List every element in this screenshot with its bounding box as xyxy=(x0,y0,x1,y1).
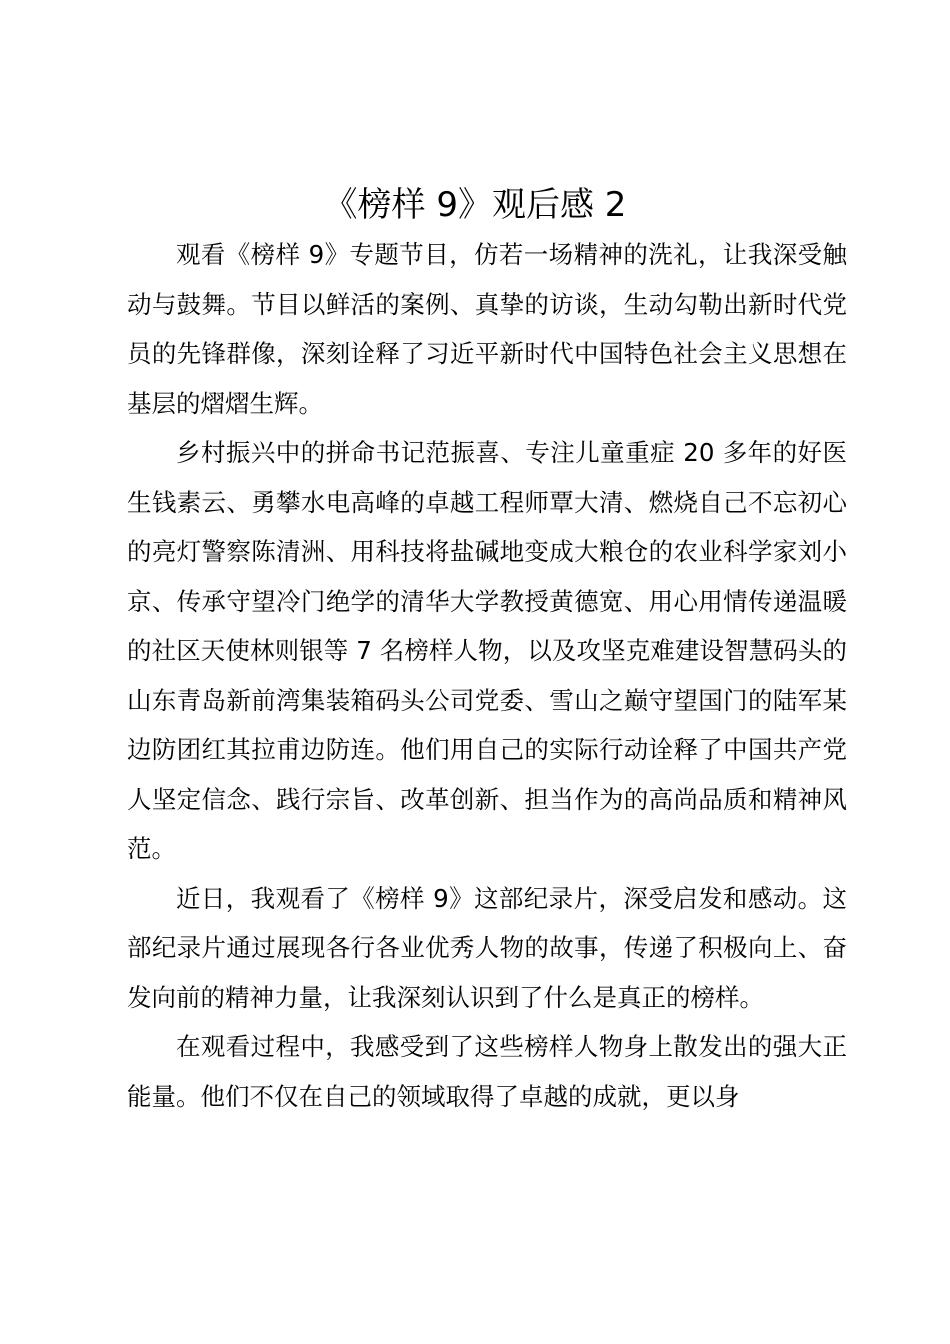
paragraph-1: 观看《榜样 9》专题节目，仿若一场精神的洗礼，让我深受触动与鼓舞。节目以鲜活的案例、真挚的访谈，生动勾勒出新时代党员的先锋群像，深刻诠释了习近平新时代中国特色社会主义思想在基层的熠熠生辉。 xyxy=(127,240,847,418)
document-title: 《榜样 9》观后感 2 xyxy=(323,185,627,225)
document-body xyxy=(127,230,847,1121)
paragraph-3: 近日，我观看了《榜样 9》这部纪录片，深受启发和感动。这部纪录片通过展现各行各业优秀人物的故事，传递了积极向上、奋发向前的精神力量，让我深刻认识到了什么是真正的榜样。 xyxy=(127,883,847,1012)
paragraph-4: 在观看过程中，我感受到了这些榜样人物身上散发出的强大正能量。他们不仅在自己的领域取得了卓越的成就，更以身 xyxy=(127,1032,847,1111)
paragraph-2: 乡村振兴中的拼命书记范振喜、专注儿童重症 20 多年的好医生钱素云、勇攀水电高峰的卓越工程师覃大清、燃烧自己不忘初心的亮灯警察陈清洲、用科技将盐碱地变成大粮仓的农业科学家刘小京、传承守望冷门绝学的清华大学教授黄德宽、用心用情传递温暖的社区天使林则银等 7 名榜样人物，以及攻坚克难建设智慧码头的山东青岛新前湾集装箱码头公司党委、雪山之巅守望国门的陆军某边防团红其拉甫边防连。他们用自己的实际行动诠释了中国共产党人坚定信念、践行宗旨、改革创新、担当作为的高尚品质和精神风范。 xyxy=(127,438,847,863)
